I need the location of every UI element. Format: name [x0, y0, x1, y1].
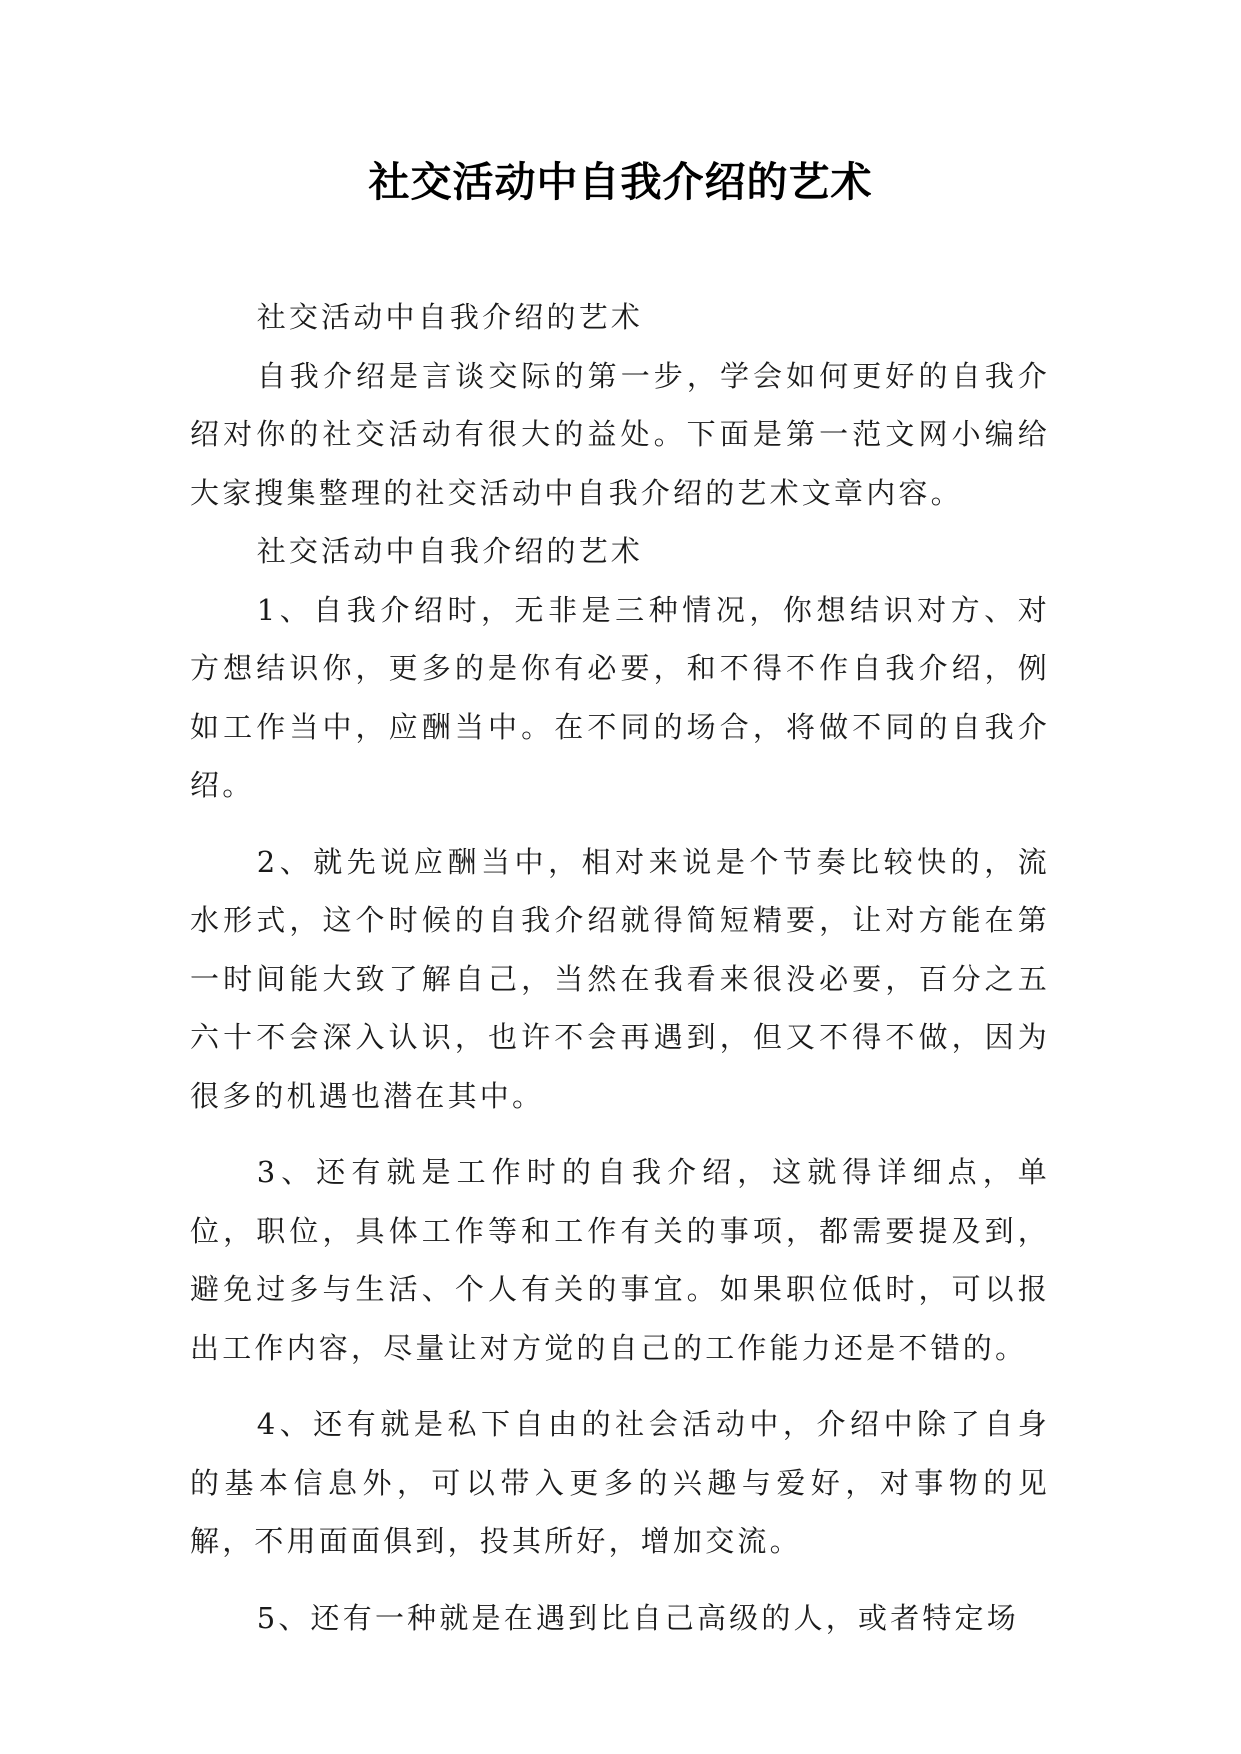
- paragraph-point-4: 4、还有就是私下自由的社会活动中，介绍中除了自身的基本信息外，可以带入更多的兴趣与爱好，对事物的见解，不用面面俱到，投其所好，增加交流。: [190, 1407, 1050, 1558]
- paragraph-point-1: 1、自我介绍时，无非是三种情况，你想结识对方、对方想结识你，更多的是你有必要，和不得不作自我介绍，例如工作当中，应酬当中。在不同的场合，将做不同的自我介绍。: [190, 592, 1050, 802]
- document-body: [190, 288, 1050, 1647]
- paragraph-intro: 自我介绍是言谈交际的第一步，学会如何更好的自我介绍对你的社交活动有很大的益处。下面是第一范文网小编给大家搜集整理的社交活动中自我介绍的艺术文章内容。: [190, 358, 1050, 510]
- document-title: 社交活动中自我介绍的艺术: [368, 158, 873, 206]
- paragraph-point-3: 3、还有就是工作时的自我介绍，这就得详细点，单位，职位，具体工作等和工作有关的事项，都需要提及到，避免过多与生活、个人有关的事宜。如果职位低时，可以报出工作内容，尽量让对方觉的自己的工作能力还是不错的。: [190, 1155, 1050, 1365]
- paragraph-point-5: 5、还有一种就是在遇到比自己高级的人，或者特定场: [256, 1600, 1019, 1635]
- paragraph-subtitle: 社交活动中自我介绍的艺术: [256, 300, 644, 334]
- paragraph-subtitle-repeat: 社交活动中自我介绍的艺术: [256, 534, 644, 568]
- paragraph-point-2: 2、就先说应酬当中，相对来说是个节奏比较快的，流水形式，这个时候的自我介绍就得简短精要，让对方能在第一时间能大致了解自己，当然在我看来很没必要，百分之五六十不会深入认识，也许不会再遇到，但又不得不做，因为很多的机遇也潜在其中。: [190, 844, 1050, 1113]
